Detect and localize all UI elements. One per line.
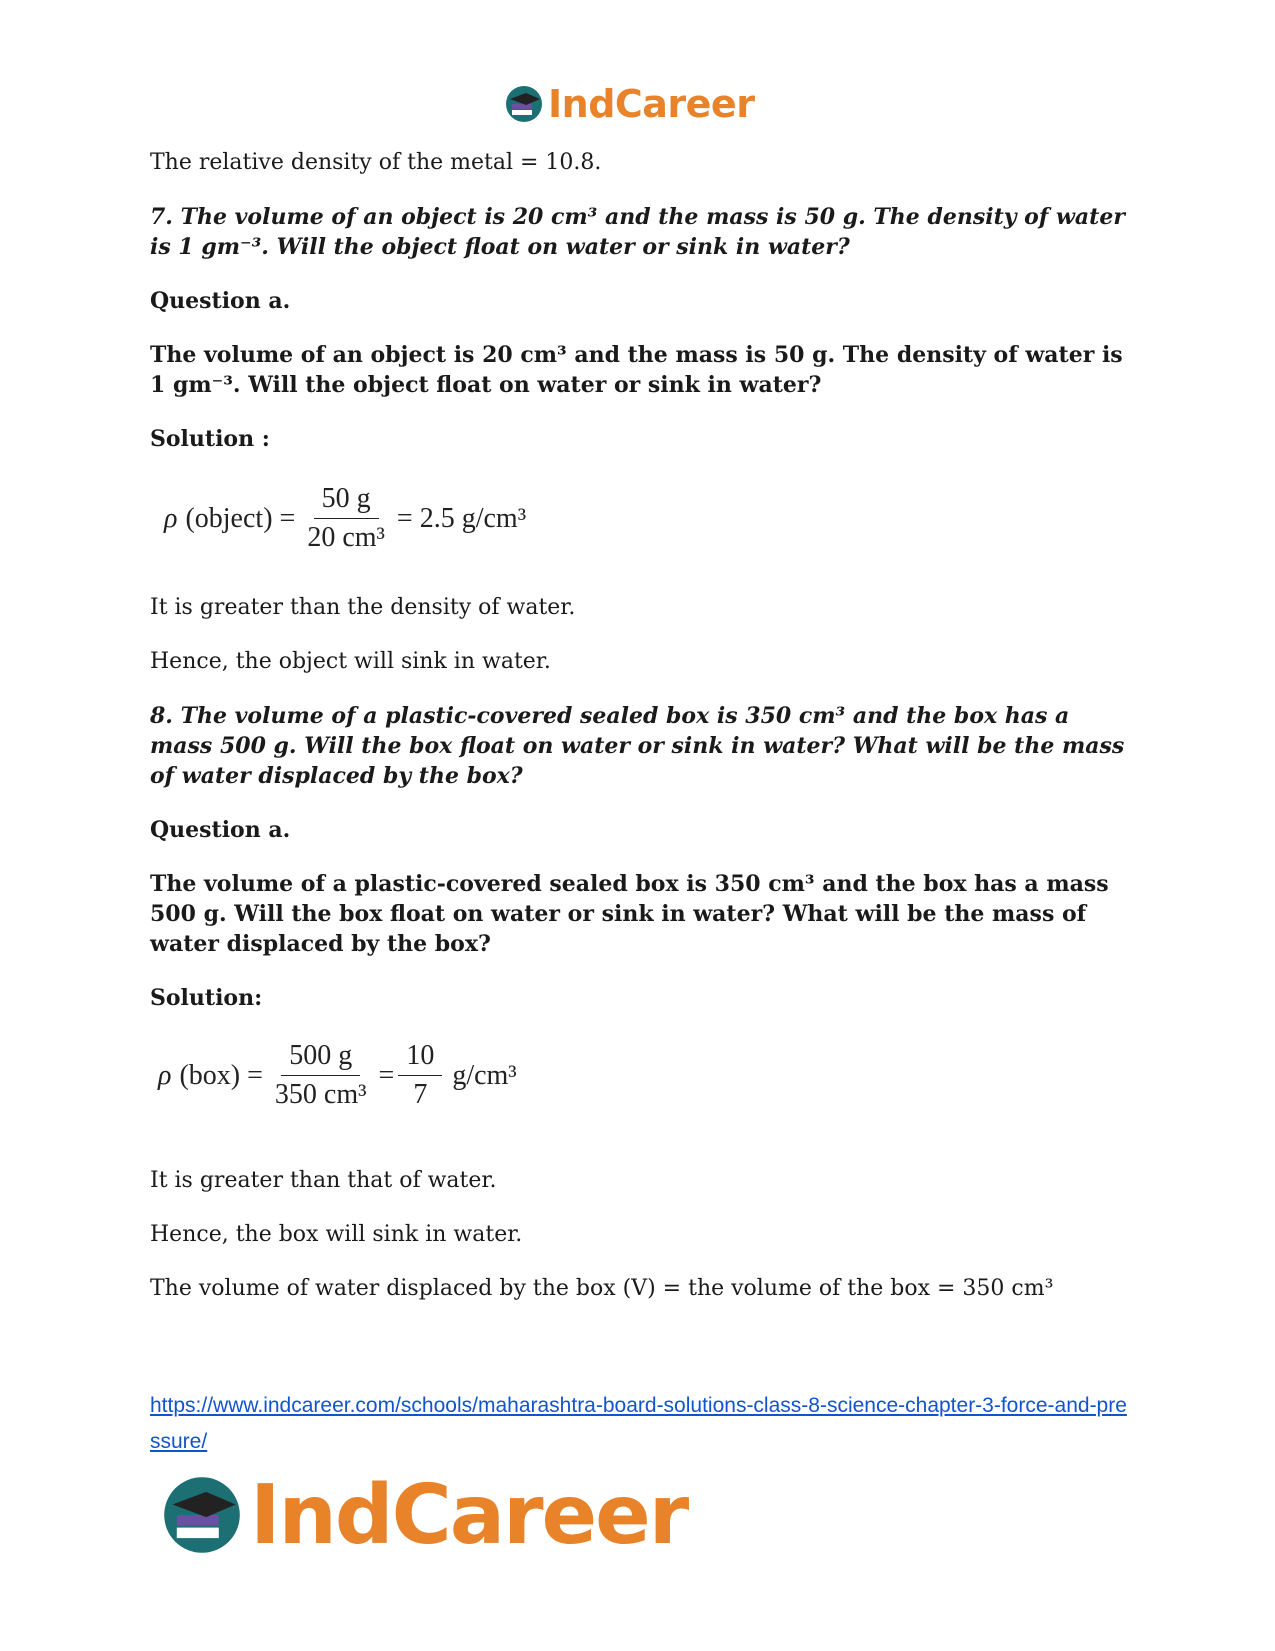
numerator: 500 g xyxy=(281,1041,360,1076)
fraction xyxy=(299,484,393,553)
paragraph: The volume of water displaced by the box (V) = the volume of the box = 350 cm³ xyxy=(150,1276,1054,1301)
denominator: 350 cm³ xyxy=(274,1079,367,1110)
fraction xyxy=(267,1041,375,1110)
rho-symbol: ρ xyxy=(158,1059,172,1091)
question-heading: 8. The volume of a plastic-covered sealed box is 350 cm³ and the box has a mass 500 g. Will the box float on water or sink in water? What will be the mass of water displaced by the box? xyxy=(150,703,1125,789)
question-label: Question a. xyxy=(150,288,291,314)
source-url-link[interactable]: https://www.indcareer.com/schools/maharashtra-board-solutions-class-8-science-chapter-3-force-and-pressure/ xyxy=(150,1394,1127,1453)
paragraph: It is greater than the density of water. xyxy=(150,595,576,620)
formula-unit: g/cm³ xyxy=(452,1059,517,1091)
paragraph: The relative density of the metal = 10.8. xyxy=(150,150,602,175)
logo-text: IndCareer xyxy=(250,1467,688,1563)
document-body xyxy=(150,148,1130,1304)
header-logo xyxy=(504,82,754,126)
denominator: 7 xyxy=(413,1079,428,1110)
rho-symbol: ρ xyxy=(164,502,178,534)
question-label: Question a. xyxy=(150,817,291,843)
equals-sign: = xyxy=(378,1059,395,1091)
question-text: The volume of an object is 20 cm³ and the mass is 50 g. The density of water is 1 gm⁻³. Will the object float on water or sink in water? xyxy=(150,342,1123,398)
graduation-cap-books-icon xyxy=(504,84,544,124)
paragraph: It is greater than that of water. xyxy=(150,1168,497,1193)
denominator: 20 cm³ xyxy=(307,522,385,553)
question-text: The volume of a plastic-covered sealed box is 350 cm³ and the box has a mass 500 g. Will the box float on water or sink in water? What will be the mass of water displaced by the box? xyxy=(150,871,1109,957)
solution-label: Solution : xyxy=(150,426,270,452)
paragraph: Hence, the object will sink in water. xyxy=(150,649,551,674)
fraction xyxy=(398,1041,442,1110)
density-formula-object xyxy=(164,484,1130,553)
formula-rhs: = 2.5 g/cm³ xyxy=(396,502,527,534)
logo-text: IndCareer xyxy=(548,82,755,126)
footer-logo xyxy=(160,1467,688,1563)
solution-label: Solution: xyxy=(150,985,263,1011)
graduation-cap-books-icon xyxy=(160,1473,244,1557)
density-formula-box xyxy=(158,1041,1130,1110)
question-heading: 7. The volume of an object is 20 cm³ and the mass is 50 g. The density of water is 1 gm⁻³. Will the object float on water or sink in water? xyxy=(150,204,1125,260)
numerator: 50 g xyxy=(314,484,379,519)
numerator: 10 xyxy=(398,1041,442,1076)
paragraph: Hence, the box will sink in water. xyxy=(150,1222,523,1247)
formula-lhs: (object) = xyxy=(185,502,296,534)
formula-lhs: (box) = xyxy=(179,1059,263,1091)
